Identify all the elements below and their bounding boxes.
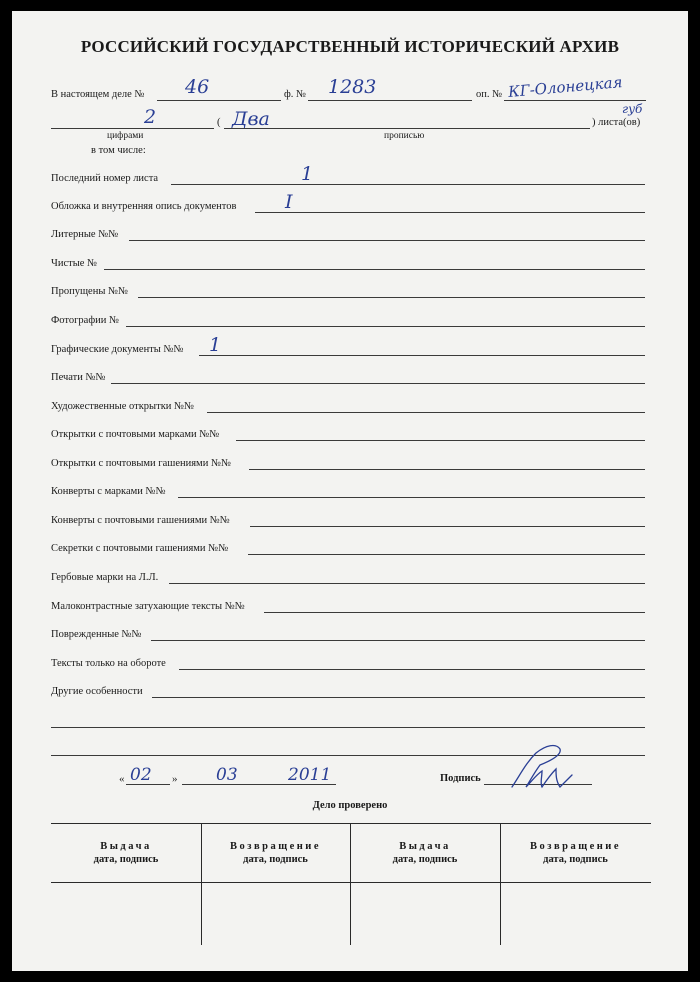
table-top-border <box>51 823 651 824</box>
checked-title: Дело проверено <box>312 800 388 811</box>
field-label: Малоконтрастные затухающие тексты №№ <box>51 601 245 612</box>
delo-line <box>157 100 281 101</box>
field-line <box>255 212 645 213</box>
open-paren: ( <box>217 117 221 128</box>
field-line <box>250 526 645 527</box>
field-label: Гербовые марки на Л.Л. <box>51 572 159 583</box>
field-line <box>207 412 645 413</box>
table-header-issue-1 <box>51 840 201 866</box>
field-label: Секретки с почтовыми гашениями №№ <box>51 543 229 554</box>
field-value: 1 <box>301 163 314 185</box>
fond-line <box>308 100 472 101</box>
field-value: 1 <box>209 334 222 356</box>
field-line <box>111 383 645 384</box>
field-line <box>178 497 645 498</box>
fond-value: 1283 <box>328 76 377 98</box>
delo-value: 46 <box>185 76 210 98</box>
delo-label: В настоящем деле № <box>51 89 145 100</box>
opis-label: оп. № <box>476 89 503 100</box>
opis-value: КГ-Олонецкая <box>507 73 624 101</box>
table-header-subtitle: дата, подпись <box>93 854 159 865</box>
field-line <box>169 583 645 584</box>
field-label: Обложка и внутренняя опись документов <box>51 201 237 212</box>
opis-extra: губ <box>622 102 643 116</box>
archive-form-sheet <box>12 11 688 971</box>
table-header-subtitle: дата, подпись <box>243 854 308 865</box>
field-line <box>129 240 645 241</box>
count-words-line <box>224 128 590 129</box>
table-header-return-2 <box>500 840 651 866</box>
table-header-title: Выдача <box>399 841 451 852</box>
date-close-quote: » <box>172 773 178 785</box>
date-year: 2011 <box>288 765 332 785</box>
fond-label: ф. № <box>284 89 307 100</box>
field-label: Графические документы №№ <box>51 344 184 355</box>
field-line <box>248 554 645 555</box>
blank-line-1 <box>51 727 645 728</box>
count-words-value: Два <box>232 108 270 130</box>
digits-caption: цифрами <box>107 131 144 141</box>
field-label: Открытки с почтовыми гашениями №№ <box>51 458 231 469</box>
field-line <box>171 184 645 185</box>
table-header-title: Возвращение <box>229 841 322 852</box>
table-header-border <box>51 882 651 883</box>
field-line <box>104 269 645 270</box>
field-line <box>199 355 645 356</box>
words-caption: прописью <box>384 131 425 141</box>
field-value: I <box>285 191 293 213</box>
table-header-return-1 <box>201 840 350 866</box>
signature-label: Подпись <box>440 773 481 784</box>
field-line <box>152 697 645 698</box>
field-label: Чистые № <box>51 258 98 269</box>
table-header-title: Выдача <box>100 841 152 852</box>
field-label: Тексты только на обороте <box>51 658 166 669</box>
field-line <box>236 440 645 441</box>
field-line <box>249 469 645 470</box>
field-label: Конверты с почтовыми гашениями №№ <box>51 515 230 526</box>
table-header-title: Возвращение <box>529 841 622 852</box>
field-label: Литерные №№ <box>51 229 119 240</box>
field-line <box>126 326 645 327</box>
field-label: Другие особенности <box>51 686 143 697</box>
date-day: 02 <box>130 765 152 785</box>
form-title: РОССИЙСКИЙ ГОСУДАРСТВЕННЫЙ ИСТОРИЧЕСКИЙ АРХИВ <box>80 37 620 56</box>
handwritten-signature <box>506 741 576 793</box>
field-line <box>264 612 645 613</box>
field-label: Конверты с марками №№ <box>51 486 166 497</box>
field-label: Последний номер листа <box>51 173 159 184</box>
date-open-quote: « <box>119 773 125 785</box>
table-header-subtitle: дата, подпись <box>392 854 458 865</box>
field-label: Художественные открытки №№ <box>51 401 195 412</box>
field-label: Фотографии № <box>51 315 120 326</box>
count-digits-value: 2 <box>144 106 157 128</box>
count-digits-line <box>51 128 214 129</box>
field-label: Печати №№ <box>51 372 106 383</box>
table-header-issue-2 <box>350 840 500 866</box>
table-header-subtitle: дата, подпись <box>543 854 608 865</box>
field-label: Пропущены №№ <box>51 286 129 297</box>
field-line <box>138 297 645 298</box>
field-label: Поврежденные №№ <box>51 629 142 640</box>
field-line <box>179 669 645 670</box>
date-month: 03 <box>216 765 238 785</box>
field-line <box>151 640 645 641</box>
field-label: Открытки с почтовыми марками №№ <box>51 429 220 440</box>
sheets-label: ) листа(ов) <box>592 117 641 128</box>
including-label: в том числе: <box>91 145 146 156</box>
